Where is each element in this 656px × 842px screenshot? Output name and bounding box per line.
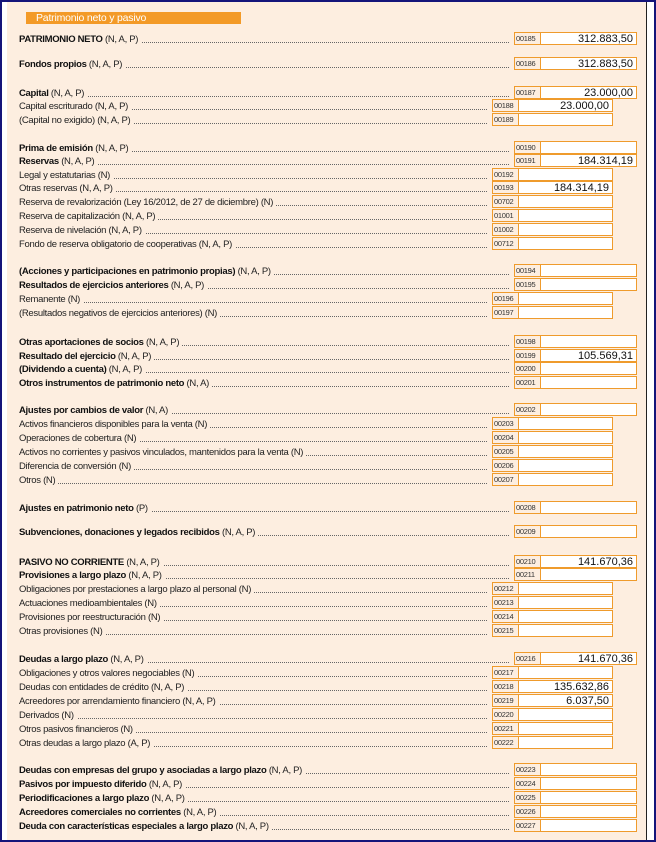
- field-code: 00205: [493, 446, 519, 457]
- field-code: 00192: [493, 169, 519, 180]
- row-label-text: Derivados (N): [19, 710, 74, 721]
- field-box-00202: [514, 403, 637, 416]
- row-label-bold: Pasivos por impuesto diferido: [19, 779, 147, 790]
- row-label: [19, 625, 105, 638]
- field-code: 00197: [493, 307, 519, 318]
- form-row-label: [19, 460, 487, 473]
- row-label-text: (Capital no exigido) (N, A, P): [19, 115, 131, 126]
- form-row-label: [19, 667, 487, 680]
- field-code: 00225: [515, 792, 541, 803]
- row-label: [19, 87, 87, 100]
- row-label-bold: (Dividendo a cuenta): [19, 364, 107, 375]
- row-label-bold: Periodificaciones a largo plazo: [19, 793, 150, 804]
- row-label: [19, 182, 116, 195]
- field-box-00219: [492, 694, 613, 707]
- form-row-label: [19, 611, 487, 624]
- row-label-bold: Subvenciones, donaciones y legados recibidos: [19, 527, 220, 538]
- form-row-label: [19, 224, 487, 237]
- row-label: [19, 307, 220, 320]
- field-code: 00201: [515, 377, 541, 388]
- form-row-label: [19, 182, 487, 195]
- row-label-text: (N, A, P): [126, 570, 162, 581]
- field-box-00195: [514, 278, 637, 291]
- field-value-input[interactable]: 135.632,86: [553, 681, 609, 693]
- field-box-00208: [514, 501, 637, 514]
- field-code: 00220: [493, 709, 519, 720]
- row-label: [19, 224, 145, 237]
- field-code: 00195: [515, 279, 541, 290]
- form-row-label: [19, 723, 487, 736]
- form-row-label: [19, 474, 487, 487]
- field-code: 00193: [493, 182, 519, 193]
- row-label: [19, 446, 306, 459]
- form-row-label: [19, 155, 509, 168]
- field-code: 00202: [515, 404, 541, 415]
- field-box-00216: [514, 652, 637, 665]
- field-code: 00187: [515, 87, 541, 98]
- field-code: 00219: [493, 695, 519, 706]
- form-row-label: [19, 377, 509, 390]
- row-label: [19, 583, 254, 596]
- field-code: 00189: [493, 114, 519, 125]
- row-label-text: (N, A, P): [58, 156, 95, 167]
- field-box-00211: [514, 568, 637, 581]
- row-label-text: Reserva de revalorización (Ley 16/2012, de 27 de diciembre) (N): [19, 197, 274, 208]
- form-row-label: [19, 238, 487, 251]
- field-value-input[interactable]: 105.569,31: [577, 350, 633, 362]
- field-code: 00194: [515, 265, 541, 276]
- field-code: 00196: [493, 293, 519, 304]
- form-row-label: [19, 709, 487, 722]
- field-box-00197: [492, 306, 613, 319]
- row-label-text: Provisiones por reestructuración (N): [19, 612, 161, 623]
- form-row-label: [19, 556, 509, 569]
- field-code: 00223: [515, 764, 541, 775]
- field-box-00187: [514, 86, 637, 99]
- row-label-bold: Deudas a largo plazo: [19, 654, 109, 665]
- row-label: [19, 155, 97, 168]
- field-code: 00209: [515, 526, 541, 537]
- field-box-00199: [514, 349, 637, 362]
- row-label-text: (N, A): [143, 405, 168, 416]
- row-label-bold: Resultado del ejercicio: [19, 351, 116, 362]
- row-label: [19, 377, 212, 390]
- field-code: 00200: [515, 363, 541, 374]
- row-label-bold: Ajustes en patrimonio neto: [19, 503, 134, 514]
- row-label-bold: (Acciones y participaciones en patrimonio propias): [19, 266, 236, 277]
- form-row-label: [19, 432, 487, 445]
- row-label-text: Fondo de reserva obligatorio de cooperativas (N, A, P): [19, 239, 232, 250]
- section-title: Patrimonio neto y pasivo: [26, 12, 241, 24]
- field-code: 00204: [493, 432, 519, 443]
- form-row-label: [19, 569, 509, 582]
- row-label-text: (N, A, P): [143, 337, 180, 348]
- field-box-00225: [514, 791, 637, 804]
- row-label: [19, 709, 77, 722]
- row-label-bold: Capital: [19, 88, 49, 99]
- row-label: [19, 404, 171, 417]
- row-label: [19, 142, 131, 155]
- row-label: [19, 597, 160, 610]
- row-label: [19, 279, 207, 292]
- row-label-bold: Fondos propios: [19, 59, 87, 70]
- row-label: [19, 667, 197, 680]
- form-row-label: [19, 279, 509, 292]
- field-code: 00190: [515, 142, 541, 153]
- field-code: 00198: [515, 336, 541, 347]
- row-label-text: Legal y estatutarias (N): [19, 170, 111, 181]
- field-code: 00217: [493, 667, 519, 678]
- field-box-00221: [492, 722, 613, 735]
- form-row-label: [19, 418, 487, 431]
- field-box-00224: [514, 777, 637, 790]
- field-box-00194: [514, 264, 637, 277]
- row-label-bold: Provisiones a largo plazo: [19, 570, 127, 581]
- row-label: [19, 460, 134, 473]
- field-box-00191: [514, 154, 637, 167]
- row-label-text: Obligaciones por prestaciones a largo plazo al personal (N): [19, 584, 252, 595]
- form-row-label: [19, 737, 487, 750]
- row-label-bold: Reservas: [19, 156, 59, 167]
- row-label-text: Obligaciones y otros valores negociables (N): [19, 668, 195, 679]
- row-label-text: (N, A, P): [266, 765, 303, 776]
- form-row-label: [19, 336, 509, 349]
- form-row-label: [19, 265, 509, 278]
- row-label-text: Reserva de capitalización (N, A, P): [19, 211, 156, 222]
- field-box-00213: [492, 596, 613, 609]
- row-label-text: Deudas con entidades de crédito (N, A, P): [19, 682, 185, 693]
- row-label: [19, 502, 151, 515]
- row-label: [19, 210, 158, 223]
- row-label: [19, 695, 219, 708]
- row-label: [19, 653, 147, 666]
- row-label-text: (N, A): [184, 378, 210, 389]
- row-label-text: Remanente (N): [19, 294, 81, 305]
- row-label-bold: Deudas con empresas del grupo y asociadas a largo plazo: [19, 765, 267, 776]
- row-label-text: Actuaciones medioambientales (N): [19, 598, 157, 609]
- field-box-00204: [492, 431, 613, 444]
- row-label: [19, 611, 163, 624]
- field-box-00203: [492, 417, 613, 430]
- row-label: [19, 265, 274, 278]
- field-code: 00211: [515, 569, 541, 580]
- row-label-text: (N, A, P): [149, 793, 185, 804]
- field-box-00209: [514, 525, 637, 538]
- row-label-bold: Resultados de ejercicios anteriores: [19, 280, 169, 291]
- field-code: 00208: [515, 502, 541, 513]
- row-label: [19, 100, 131, 113]
- row-label-text: (N, A, P): [115, 351, 152, 362]
- row-label: [19, 196, 276, 209]
- row-label-bold: Acreedores comerciales no corrientes: [19, 807, 181, 818]
- form-row-label: [19, 307, 487, 320]
- form-row-label: [19, 58, 509, 71]
- row-label: [19, 293, 83, 306]
- field-code: 00712: [493, 238, 519, 249]
- form-row-label: [19, 625, 487, 638]
- field-code: 00702: [493, 196, 519, 207]
- field-code: 00191: [515, 155, 541, 166]
- field-box-00702: [492, 195, 613, 208]
- row-label: [19, 681, 187, 694]
- form-row-label: [19, 778, 509, 791]
- row-label-text: (N, A, P): [102, 34, 139, 45]
- form-row-label: [19, 87, 509, 100]
- field-code: 00203: [493, 418, 519, 429]
- row-label: [19, 526, 258, 539]
- row-label: [19, 336, 182, 349]
- field-value-input[interactable]: 312.883,50: [577, 33, 633, 45]
- field-code: 00207: [493, 474, 519, 485]
- field-box-00206: [492, 459, 613, 472]
- row-label-text: (N, A, P): [123, 557, 160, 568]
- field-box-00212: [492, 582, 613, 595]
- form-row-label: [19, 653, 509, 666]
- dot-leader: [19, 302, 487, 303]
- field-box-00218: [492, 680, 613, 693]
- form-row-label: [19, 404, 509, 417]
- field-box-00196: [492, 292, 613, 305]
- field-code: 00218: [493, 681, 519, 692]
- row-label-text: Otras reservas (N, A, P): [19, 183, 113, 194]
- row-label: [19, 474, 58, 487]
- row-label: [19, 806, 219, 819]
- field-box-01002: [492, 223, 613, 236]
- row-label-text: Acreedores por arrendamiento financiero (N, A, P): [19, 696, 216, 707]
- field-code: 00216: [515, 653, 541, 664]
- form-row-label: [19, 293, 487, 306]
- field-code: 00186: [515, 58, 541, 69]
- form-row-label: [19, 806, 509, 819]
- field-box-00220: [492, 708, 613, 721]
- row-label: [19, 723, 136, 736]
- field-code: 00226: [515, 806, 541, 817]
- form-row-label: [19, 142, 509, 155]
- field-box-00190: [514, 141, 637, 154]
- row-label: [19, 418, 210, 431]
- form-row-label: [19, 792, 509, 805]
- field-value-input[interactable]: 23.000,00: [584, 87, 633, 99]
- row-label-text: (P): [133, 503, 148, 514]
- row-label-text: (N, A, P): [48, 88, 85, 99]
- field-box-00210: [514, 555, 637, 568]
- field-value-input[interactable]: 184.314,19: [577, 155, 633, 167]
- row-label: [19, 432, 139, 445]
- field-code: 00206: [493, 460, 519, 471]
- field-code: 01001: [493, 210, 519, 221]
- field-box-00198: [514, 335, 637, 348]
- field-box-00226: [514, 805, 637, 818]
- field-box-00223: [514, 763, 637, 776]
- row-label: [19, 58, 125, 71]
- form-row-label: [19, 526, 509, 539]
- field-box-00222: [492, 736, 613, 749]
- form-row-label: [19, 363, 509, 376]
- field-code: 00221: [493, 723, 519, 734]
- field-code: 00224: [515, 778, 541, 789]
- form-row-label: [19, 583, 487, 596]
- row-label-bold: Otros instrumentos de patrimonio neto: [19, 378, 185, 389]
- field-box-00189: [492, 113, 613, 126]
- row-label: [19, 792, 188, 805]
- row-label-text: (N, A, P): [92, 143, 129, 154]
- field-value-input[interactable]: 6.037,50: [566, 695, 609, 707]
- row-label-text: (N, A, P): [106, 364, 142, 375]
- form-row-label: [19, 695, 487, 708]
- field-box-00200: [514, 362, 637, 375]
- field-code: 00227: [515, 820, 541, 831]
- field-box-00207: [492, 473, 613, 486]
- row-label-text: (N, A, P): [180, 807, 217, 818]
- row-label: [19, 350, 154, 363]
- row-label-text: Diferencia de conversión (N): [19, 461, 131, 472]
- field-box-00215: [492, 624, 613, 637]
- row-label-bold: PATRIMONIO NETO: [19, 34, 103, 45]
- dot-leader: [19, 96, 509, 97]
- row-label: [19, 764, 305, 777]
- field-box-00185: [514, 32, 637, 45]
- form-row-label: [19, 114, 487, 127]
- row-label-text: (N, A, P): [108, 654, 144, 665]
- form-row-label: [19, 502, 509, 515]
- field-code: 00188: [493, 100, 519, 111]
- row-label-text: (N, A, P): [168, 280, 205, 291]
- field-code: 00222: [493, 737, 519, 748]
- field-box-00192: [492, 168, 613, 181]
- row-label-text: Reserva de nivelación (N, A, P): [19, 225, 142, 236]
- form-row-label: [19, 681, 487, 694]
- form-row-label: [19, 210, 487, 223]
- form-row-label: [19, 820, 509, 833]
- field-box-01001: [492, 209, 613, 222]
- row-label: [19, 363, 145, 376]
- row-label-text: Otras deudas a largo plazo (A, P): [19, 738, 151, 749]
- field-box-00712: [492, 237, 613, 250]
- field-code: 00213: [493, 597, 519, 608]
- row-label-text: Otros (N): [19, 475, 56, 486]
- row-label: [19, 737, 153, 750]
- field-box-00193: [492, 181, 613, 194]
- field-box-00188: [492, 99, 613, 112]
- row-label: [19, 778, 185, 791]
- row-label: [19, 169, 113, 182]
- row-label-text: (N, A, P): [146, 779, 183, 790]
- form-row-label: [19, 350, 509, 363]
- field-value-input[interactable]: 23.000,00: [560, 100, 609, 112]
- form-row-label: [19, 764, 509, 777]
- row-label: [19, 114, 133, 127]
- row-label-text: (N, A, P): [219, 527, 256, 538]
- dot-leader: [19, 483, 487, 484]
- row-label: [19, 569, 165, 582]
- field-value-input[interactable]: 184.314,19: [553, 182, 609, 194]
- field-value-input[interactable]: 141.670,36: [577, 653, 633, 665]
- row-label-bold: Prima de emisión: [19, 143, 93, 154]
- row-label-text: Operaciones de cobertura (N): [19, 433, 137, 444]
- field-box-00227: [514, 819, 637, 832]
- row-label-bold: Otras aportaciones de socios: [19, 337, 144, 348]
- field-box-00217: [492, 666, 613, 679]
- row-label: [19, 238, 235, 251]
- row-label-bold: PASIVO NO CORRIENTE: [19, 557, 124, 568]
- row-label-text: (N, A, P): [235, 266, 271, 277]
- field-value-input[interactable]: 312.883,50: [577, 58, 633, 70]
- field-code: 00214: [493, 611, 519, 622]
- form-row-label: [19, 100, 487, 113]
- form-row-label: [19, 446, 487, 459]
- dot-leader: [19, 718, 487, 719]
- row-label-text: Capital escriturado (N, A, P): [19, 101, 129, 112]
- row-label-text: (N, A, P): [233, 821, 269, 832]
- form-row-label: [19, 597, 487, 610]
- field-code: 00210: [515, 556, 541, 567]
- row-label-text: Activos financieros disponibles para la venta (N): [19, 419, 208, 430]
- field-box-00201: [514, 376, 637, 389]
- row-label: [19, 556, 163, 569]
- row-label: [19, 33, 141, 46]
- row-label-text: Otras provisiones (N): [19, 626, 103, 637]
- row-label-text: Otros pasivos financieros (N): [19, 724, 133, 735]
- field-value-input[interactable]: 141.670,36: [577, 556, 633, 568]
- form-row-label: [19, 196, 487, 209]
- field-code: 00185: [515, 33, 541, 44]
- row-label-text: (Resultados negativos de ejercicios anteriores) (N): [19, 308, 218, 319]
- field-code: 00199: [515, 350, 541, 361]
- field-code: 00215: [493, 625, 519, 636]
- form-row-label: [19, 33, 509, 46]
- field-code: 00212: [493, 583, 519, 594]
- field-box-00214: [492, 610, 613, 623]
- row-label: [19, 820, 272, 833]
- row-label-text: (N, A, P): [86, 59, 123, 70]
- field-code: 01002: [493, 224, 519, 235]
- row-label-text: Activos no corrientes y pasivos vinculados, mantenidos para la venta (N): [19, 447, 304, 458]
- field-box-00186: [514, 57, 637, 70]
- form-row-label: [19, 169, 487, 182]
- row-label-bold: Deuda con características especiales a largo plazo: [19, 821, 234, 832]
- row-label-bold: Ajustes por cambios de valor: [19, 405, 144, 416]
- field-box-00205: [492, 445, 613, 458]
